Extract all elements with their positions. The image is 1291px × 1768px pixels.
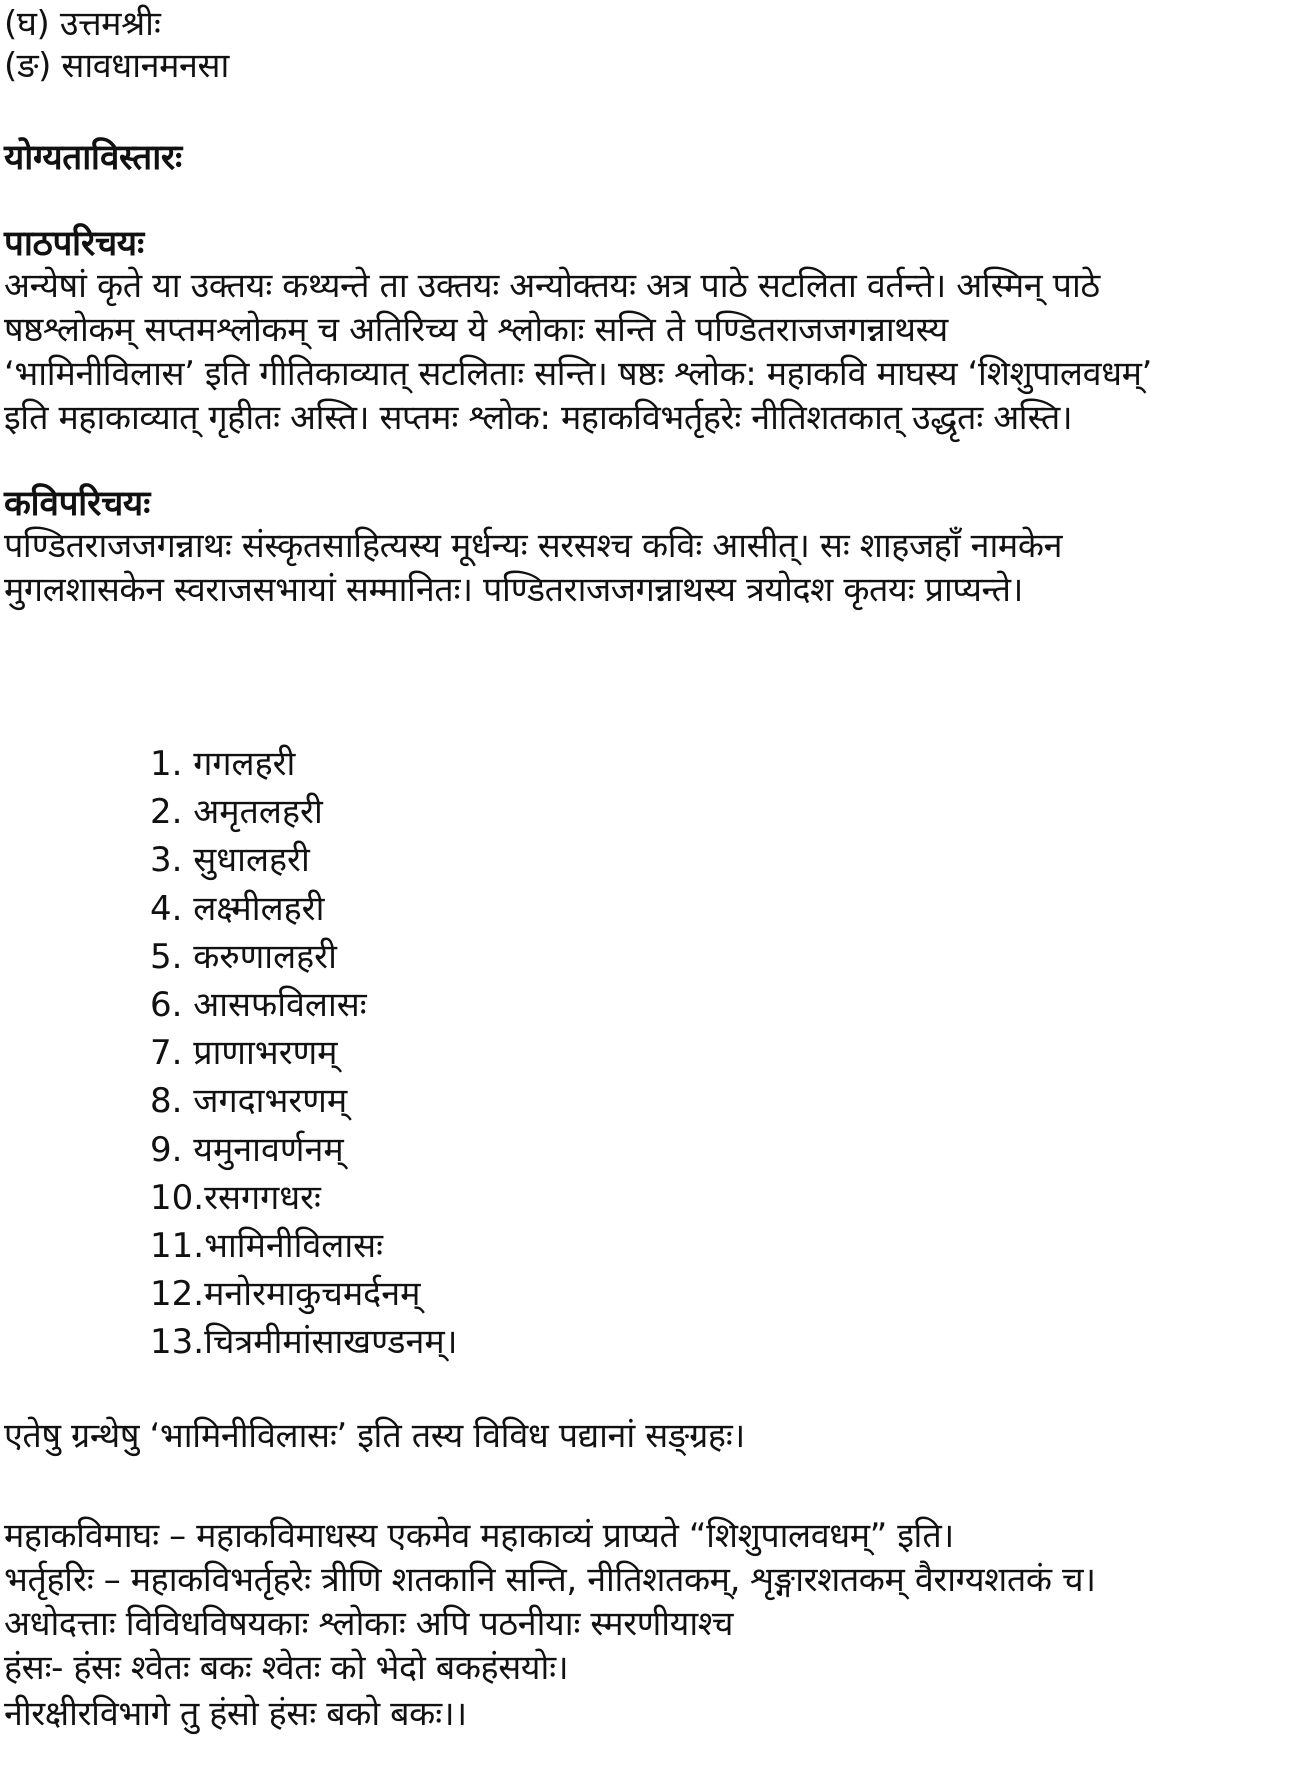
works-list-item: 10.रसगगधरः — [150, 1177, 321, 1218]
closing-line: नीरक्षीरविभागे तु हंसो हंसः बको बकः।। — [4, 1694, 467, 1734]
works-list-item: 2. अमृतलहरी — [150, 792, 323, 833]
works-list-item: 12.मनोरमाकुचमर्दनम् — [150, 1274, 421, 1315]
works-list-item: 11.भामिनीविलासः — [150, 1226, 384, 1267]
works-list-item: 5. करुणालहरी — [150, 936, 337, 977]
works-list-item: 13.चित्रमीमांसाखण्डनम्। — [150, 1322, 458, 1363]
path-parichay-line: ‘भामिनीविलास’ इति गीतिकाव्यात् सटलिताः सन्ति। षष्ठः श्लोक: महाकवि माघस्य ‘शिशुपालवधम्’ — [4, 354, 1152, 394]
closing-line: अधोदत्ताः विविधविषयकाः श्लोकाः अपि पठनीयाः स्मरणीयाश्च — [4, 1604, 734, 1644]
closing-line: भर्तृहरिः – महाकविभर्तृहरेः त्रीणि शतकानि सन्ति, नीतिशतकम्, शृङ्गारशतकम् वैराग्यशतकं च। — [4, 1560, 1096, 1600]
works-list-item: 9. यमुनावर्णनम् — [150, 1129, 344, 1170]
option-nga: (ङ) सावधानमनसा — [4, 46, 229, 86]
works-list-item: 1. गगलहरी — [150, 744, 296, 784]
path-parichay-line: इति महाकाव्यात् गृहीतः अस्ति। सप्तमः श्लोक: महाकविभर्तृहरेः नीतिशतकात् उद्धृतः अस्ति। — [4, 398, 1073, 438]
closing-line: हंसः- हंसः श्वेतः बकः श्वेतः को भेदो बकहंसयोः। — [4, 1648, 569, 1688]
works-note: एतेषु ग्रन्थेषु ‘भामिनीविलासः’ इति तस्य विविध पद्यानां सङ्ग्रहः। — [4, 1416, 745, 1456]
heading-path-parichay: पाठपरिचयः — [4, 224, 144, 264]
path-parichay-line: षष्ठश्लोकम् सप्तमश्लोकम् च अतिरिच्य ये श्लोकाः सन्ति ते पण्डितराजजगन्नाथस्य — [4, 310, 948, 350]
works-list-item: 8. जगदाभरणम् — [150, 1081, 348, 1122]
works-list-item: 3. सुधालहरी — [150, 840, 310, 881]
works-list — [150, 740, 458, 1367]
heading-yogyata-vistara: योग्यताविस्तारः — [4, 138, 182, 178]
works-list-item: 4. लक्ष्मीलहरी — [150, 888, 325, 929]
option-gha: (घ) उत्तमश्रीः — [4, 4, 161, 44]
heading-kavi-parichay: कविपरिचयः — [4, 484, 150, 524]
works-list-item: 7. प्राणाभरणम् — [150, 1033, 338, 1074]
closing-line: महाकविमाघः – महाकविमाधस्य एकमेव महाकाव्यं प्राप्यते “शिशुपालवधम्” इति। — [4, 1516, 954, 1556]
path-parichay-line: अन्येषां कृते या उक्तयः कथ्यन्ते ता उक्तयः अन्योक्तयः अत्र पाठे सटलिता वर्तन्ते। अस्मिन् पाठे — [4, 266, 1100, 306]
kavi-parichay-line: पण्डितराजजगन्नाथः संस्कृतसाहित्यस्य मूर्धन्यः सरसश्च कविः आसीत्। सः शाहजहाँ नामकेन — [4, 526, 1063, 566]
works-list-item: 6. आसफविलासः — [150, 985, 367, 1026]
kavi-parichay-line: मुगलशासकेन स्वराजसभायां सम्मानितः। पण्डितराजजगन्नाथस्य त्रयोदश कृतयः प्राप्यन्ते। — [4, 570, 1024, 610]
